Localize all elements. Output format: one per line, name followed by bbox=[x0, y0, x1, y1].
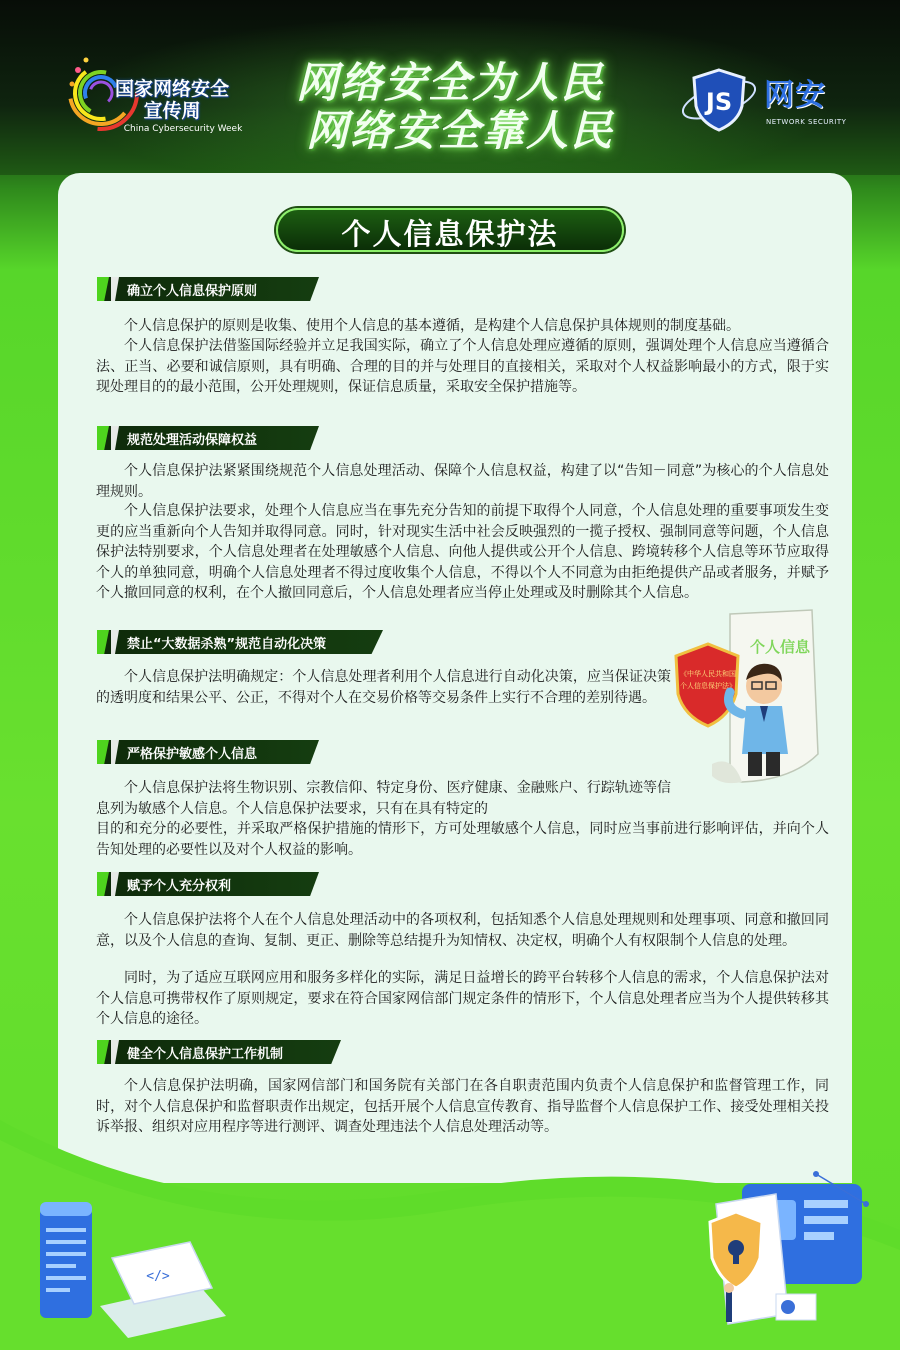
cybersecurity-week-logo bbox=[58, 48, 243, 138]
section-6-paragraph-1: 个人信息保护法明确，国家网信部门和国务院有关部门在各自职责范围内负责个人信息保护和监督管理工作，同时，对个人信息保护和监督职责作出规定，包括开展个人信息宣传教育、指导监督个人信息保护工作、接受处理相关投诉举报、组织对应用程序等进行测评、调查处理违法个人信息处理活动等。 bbox=[96, 1078, 829, 1135]
section-heading-2-text: 规范处理活动保障权益 bbox=[127, 433, 258, 448]
shield-law-text-1: 《中华人民共和国 bbox=[680, 670, 736, 678]
section-3-paragraph-1: 个人信息保护法明确规定：个人信息处理者利用个人信息进行自动化决策，应当保证决策的透明度和结果公平、公正，不得对个人在交易价格等交易条件上实行不合理的差别待遇。 bbox=[96, 669, 671, 706]
shield-icon bbox=[680, 66, 758, 134]
logo-title-line2: 宣传周 bbox=[143, 100, 201, 122]
section-heading-1-text: 确立个人信息保护原则 bbox=[127, 284, 258, 299]
page-title: 个人信息保护法 bbox=[341, 217, 559, 251]
section-heading-6 bbox=[97, 1040, 319, 1064]
header-banner bbox=[0, 0, 900, 175]
section-heading-1 bbox=[97, 277, 319, 301]
section-heading-4-text: 严格保护敏感个人信息 bbox=[127, 747, 258, 762]
section-1-paragraph-1: 个人信息保护的原则是收集、使用个人信息的基本遵循，是构建个人信息保护具体规则的制度基础。 bbox=[124, 318, 740, 334]
page-title-bar bbox=[276, 208, 624, 252]
person-with-law-scroll-illustration bbox=[672, 604, 822, 786]
wangan-logo-tagline: NETWORK SECURITY bbox=[766, 118, 847, 126]
section-4-paragraph-1: 个人信息保护法将生物识别、宗教信仰、特定身份、医疗健康、金融账户、行踪轨迹等信息列为敏感个人信息。个人信息保护法要求，只有在具有特定的 bbox=[96, 780, 671, 817]
section-heading-3 bbox=[97, 630, 327, 654]
section-heading-4 bbox=[97, 740, 319, 764]
section-heading-3-text: 禁止“大数据杀熟”规范自动化决策 bbox=[127, 637, 327, 652]
section-4-paragraph-2: 目的和充分的必要性，并采取严格保护措施的情形下，方可处理敏感个人信息，同时应当事前进行影响评估，并向个人告知处理的必要性以及对个人权益的影响。 bbox=[96, 821, 829, 858]
section-5-paragraph-1: 个人信息保护法将个人在个人信息处理活动中的各项权利，包括知悉个人信息处理规则和处理事项、同意和撤回同意，以及个人信息的查询、复制、更正、删除等总结提升为知情权、决定权，明确个人有权限制个人信息的处理。 bbox=[96, 912, 829, 949]
shield-law-text-2: 个人信息保护法》 bbox=[680, 682, 736, 690]
section-1-paragraph-2: 个人信息保护法借鉴国际经验并立足我国实际，确立了个人信息处理应遵循的原则，强调处理个人信息应当遵循合法、正当、必要和诚信原则，具有明确、合理的目的并与处理目的直接相关，采取对个人权益影响最小的方式，限于实现处理目的的最小范围，公开处理规则，保证信息质量，采取安全保护措施等。 bbox=[96, 338, 829, 395]
logo-subtitle: China Cybersecurity Week bbox=[123, 124, 243, 134]
logo-title-line1: 国家网络安全 bbox=[114, 78, 229, 100]
slogan-line-1: 网络安全为人民 bbox=[295, 58, 604, 107]
section-heading-5-text: 赋予个人充分权利 bbox=[127, 879, 232, 894]
section-heading-2 bbox=[97, 426, 319, 450]
scroll-label: 个人信息 bbox=[749, 638, 811, 656]
wangan-logo-text: 网安 bbox=[764, 78, 826, 113]
section-2-paragraph-2: 个人信息保护法要求，处理个人信息应当在事先充分告知的前提下取得个人同意，个人信息处理的重要事项发生变更的应当重新向个人告知并取得同意。同时，针对现实生活中社会反映强烈的一揽子授权、强制同意等问题，个人信息保护法特别要求，个人信息处理者在处理敏感个人信息、向他人提供或公开个人信息、跨境转移个人信息等环节应取得个人的单独同意，明确个人信息处理者不得过度收集个人信息，不得以个人不同意为由拒绝提供产品或者服务，并赋予个人撤回同意的权利，在个人撤回同意后，个人信息处理者应当停止处理或及时删除其个人信息。 bbox=[96, 503, 829, 601]
security-shield-illustration bbox=[676, 1164, 876, 1340]
wangan-logo bbox=[680, 66, 860, 136]
logo-title bbox=[102, 78, 242, 122]
section-heading-5 bbox=[97, 872, 319, 896]
svg-text:JS: JS bbox=[705, 88, 733, 116]
section-heading-6-text: 健全个人信息保护工作机制 bbox=[127, 1047, 284, 1062]
section-5-paragraph-2: 同时，为了适应互联网应用和服务多样化的实际，满足日益增长的跨平台转移个人信息的需求，个人信息保护法对个人信息可携带权作了原则规定，要求在符合国家网信部门规定条件的情形下，个人信息处理者应当为个人提供转移其个人信息的途径。 bbox=[96, 970, 829, 1027]
server-code-illustration bbox=[30, 1188, 230, 1338]
section-2-paragraph-1: 个人信息保护法紧紧围绕规范个人信息处理活动、保障个人信息权益，构建了以“告知－同意”为核心的个人信息处理规则。 bbox=[96, 463, 829, 500]
slogan bbox=[232, 44, 668, 155]
slogan-line-2: 网络安全靠人民 bbox=[305, 106, 614, 155]
code-icon: </> bbox=[146, 1269, 170, 1284]
